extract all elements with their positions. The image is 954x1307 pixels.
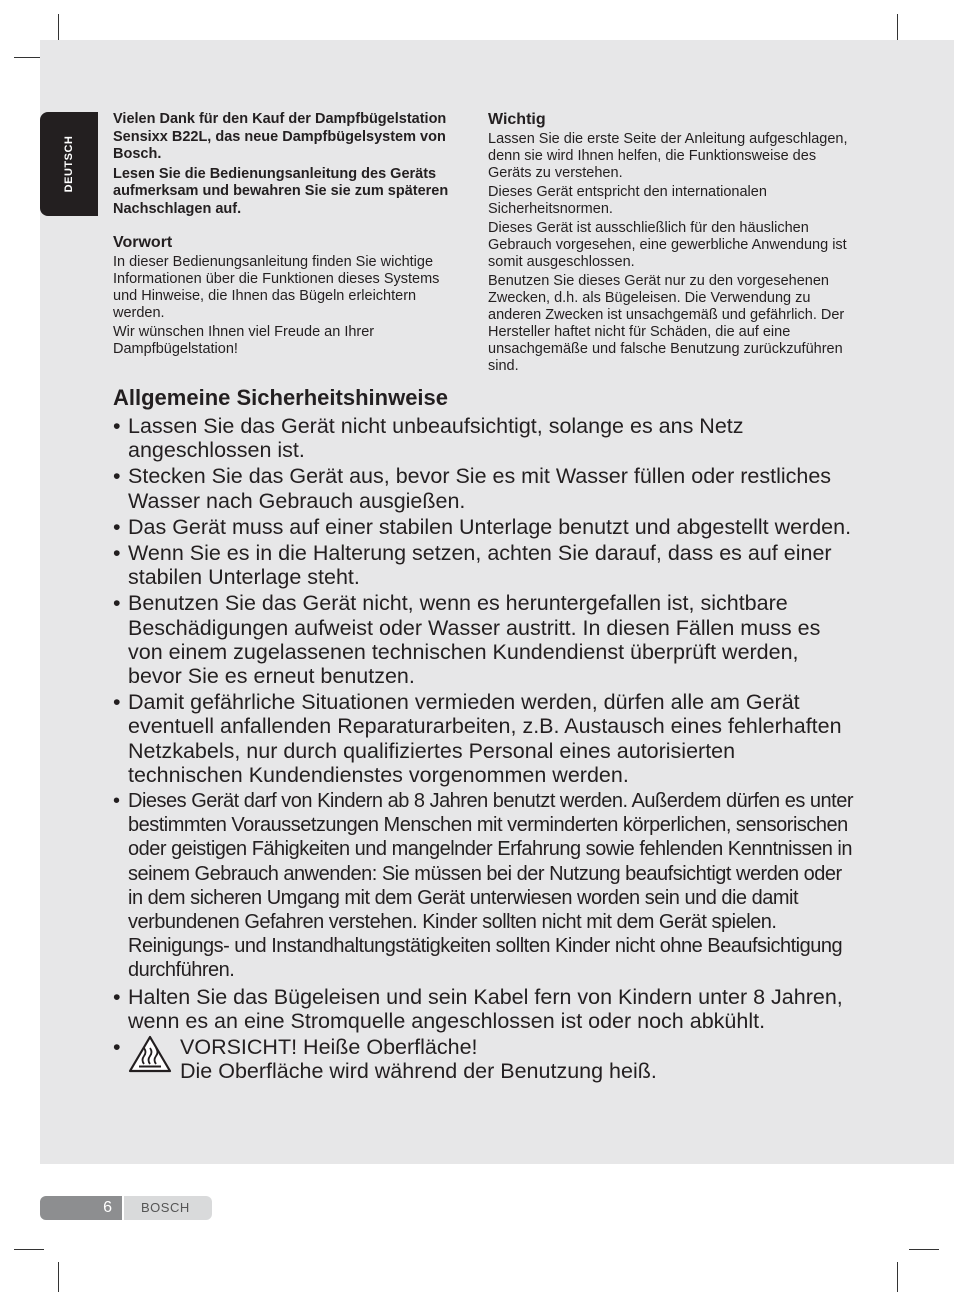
wichtig-paragraph: Dieses Gerät entspricht den internationalen Sicherheitsnormen. bbox=[488, 184, 767, 217]
wichtig-paragraph: Benutzen Sie dieses Gerät nur zu den vorgesehenen Zwecken, d.h. als Bügeleisen. Die Verwendung zu anderen Zwecken ist unsachgemäß und gefährlich. Der Hersteller haftet nicht für Schäden, die auf eine unsachgemäße und falsche Benutzung zurückzuführen sind. bbox=[488, 273, 845, 374]
list-item: • Benutzen Sie das Gerät nicht, wenn es heruntergefallen ist, sichtbare Beschädigungen aufweist oder Wasser austritt. In diesen Fällen muss es von einem zugelassenen technischen Kundendienst überprüft werden, bevor Sie es erneut benutzen. bbox=[113, 591, 853, 688]
crop-mark bbox=[58, 1262, 59, 1292]
vorwort-heading: Vorwort bbox=[113, 234, 173, 251]
crop-mark bbox=[897, 1262, 898, 1292]
right-column bbox=[488, 111, 848, 377]
safety-list bbox=[113, 414, 853, 1083]
list-item: • Lassen Sie das Gerät nicht unbeaufsichtigt, solange es ans Netz angeschlossen ist. bbox=[113, 414, 853, 462]
vorwort-paragraph: In dieser Bedienungsanleitung finden Sie wichtige Informationen über die Funktionen dieses Systems und Hinweise, die Ihnen das Bügeln erleichtern werden. bbox=[113, 254, 440, 321]
language-label: DEUTSCH bbox=[63, 135, 75, 193]
list-item: • Das Gerät muss auf einer stabilen Unterlage benutzt und abgestellt werden. bbox=[113, 515, 853, 539]
crop-mark bbox=[14, 1249, 44, 1250]
hot-surface-warning-icon bbox=[128, 1035, 172, 1073]
list-item: • Dieses Gerät darf von Kindern ab 8 Jahren benutzt werden. Außerdem dürfen es unter bestimmten Voraussetzungen Menschen mit verminderten körperlichen, sensorischen oder geistigen Fähigkeiten und mangelnder Erfahrung sowie fehlenden Kenntnissen in seinem Gebrauch anwenden: Sie müssen bei der Nutzung beaufsichtigt werden oder in dem sicheren Umgang mit dem Gerät unterwiesen worden sein und die damit verbundenen Gefahren verstehen. Kinder sollten nicht mit dem Gerät spielen. Reinigungs- und Instandhaltungstätigkeiten sollten Kinder nicht ohne Beaufsichtigung durchführen. bbox=[113, 789, 853, 983]
vorwort-paragraph: Wir wünschen Ihnen viel Freude an Ihrer Dampfbügelstation! bbox=[113, 324, 375, 357]
wichtig-paragraph: Lassen Sie die erste Seite der Anleitung aufgeschlagen, denn sie wird Ihnen helfen, die Funktionsweise des Geräts zu verstehen. bbox=[488, 131, 848, 181]
left-column bbox=[113, 111, 463, 360]
list-item: • Stecken Sie das Gerät aus, bevor Sie es mit Wasser füllen oder restliches Wasser nach Gebrauch ausgießen. bbox=[113, 464, 853, 512]
list-item: • Halten Sie das Bügeleisen und sein Kabel fern von Kindern unter 8 Jahren, wenn es an eine Stromquelle angeschlossen ist oder noch abkühlt. bbox=[113, 985, 853, 1033]
brand-label: BOSCH bbox=[124, 1196, 212, 1220]
warning-title: • VORSICHT! Heiße Oberfläche! bbox=[180, 1035, 478, 1060]
intro-thanks: Vielen Dank für den Kauf der Dampfbügelstation Sensixx B22L, das neue Dampfbügelsystem von Bosch. bbox=[113, 111, 447, 162]
warning-text: Die Oberfläche wird während der Benutzung heiß. bbox=[180, 1059, 657, 1084]
safety-heading: Allgemeine Sicherheitshinweise bbox=[113, 385, 449, 410]
page-number: 6 bbox=[40, 1196, 122, 1220]
wichtig-paragraph: Dieses Gerät ist ausschließlich für den häuslichen Gebrauch vorgesehen, eine gewerbliche Anwendung ist somit ausgeschlossen. bbox=[488, 220, 847, 270]
crop-mark bbox=[909, 1249, 939, 1250]
list-item: • Wenn Sie es in die Halterung setzen, achten Sie darauf, dass es auf einer stabilen Unterlage steht. bbox=[113, 541, 853, 589]
wichtig-heading: Wichtig bbox=[488, 111, 546, 128]
intro-read-manual: Lesen Sie die Bedienungsanleitung des Geräts aufmerksam und bewahren Sie sie zum späteren Nachschlagen auf. bbox=[113, 165, 449, 217]
hot-surface-warning bbox=[113, 1035, 853, 1083]
list-item: • Damit gefährliche Situationen vermieden werden, dürfen alle am Gerät eventuell anfallenden Reparaturarbeiten, z.B. Austausch eines fehlerhaften Netzkabels, nur durch qualifiziertes Personal eines autorisierten technischen Kundendienstes vorgenommen werden. bbox=[113, 690, 853, 787]
language-tab bbox=[40, 112, 98, 216]
